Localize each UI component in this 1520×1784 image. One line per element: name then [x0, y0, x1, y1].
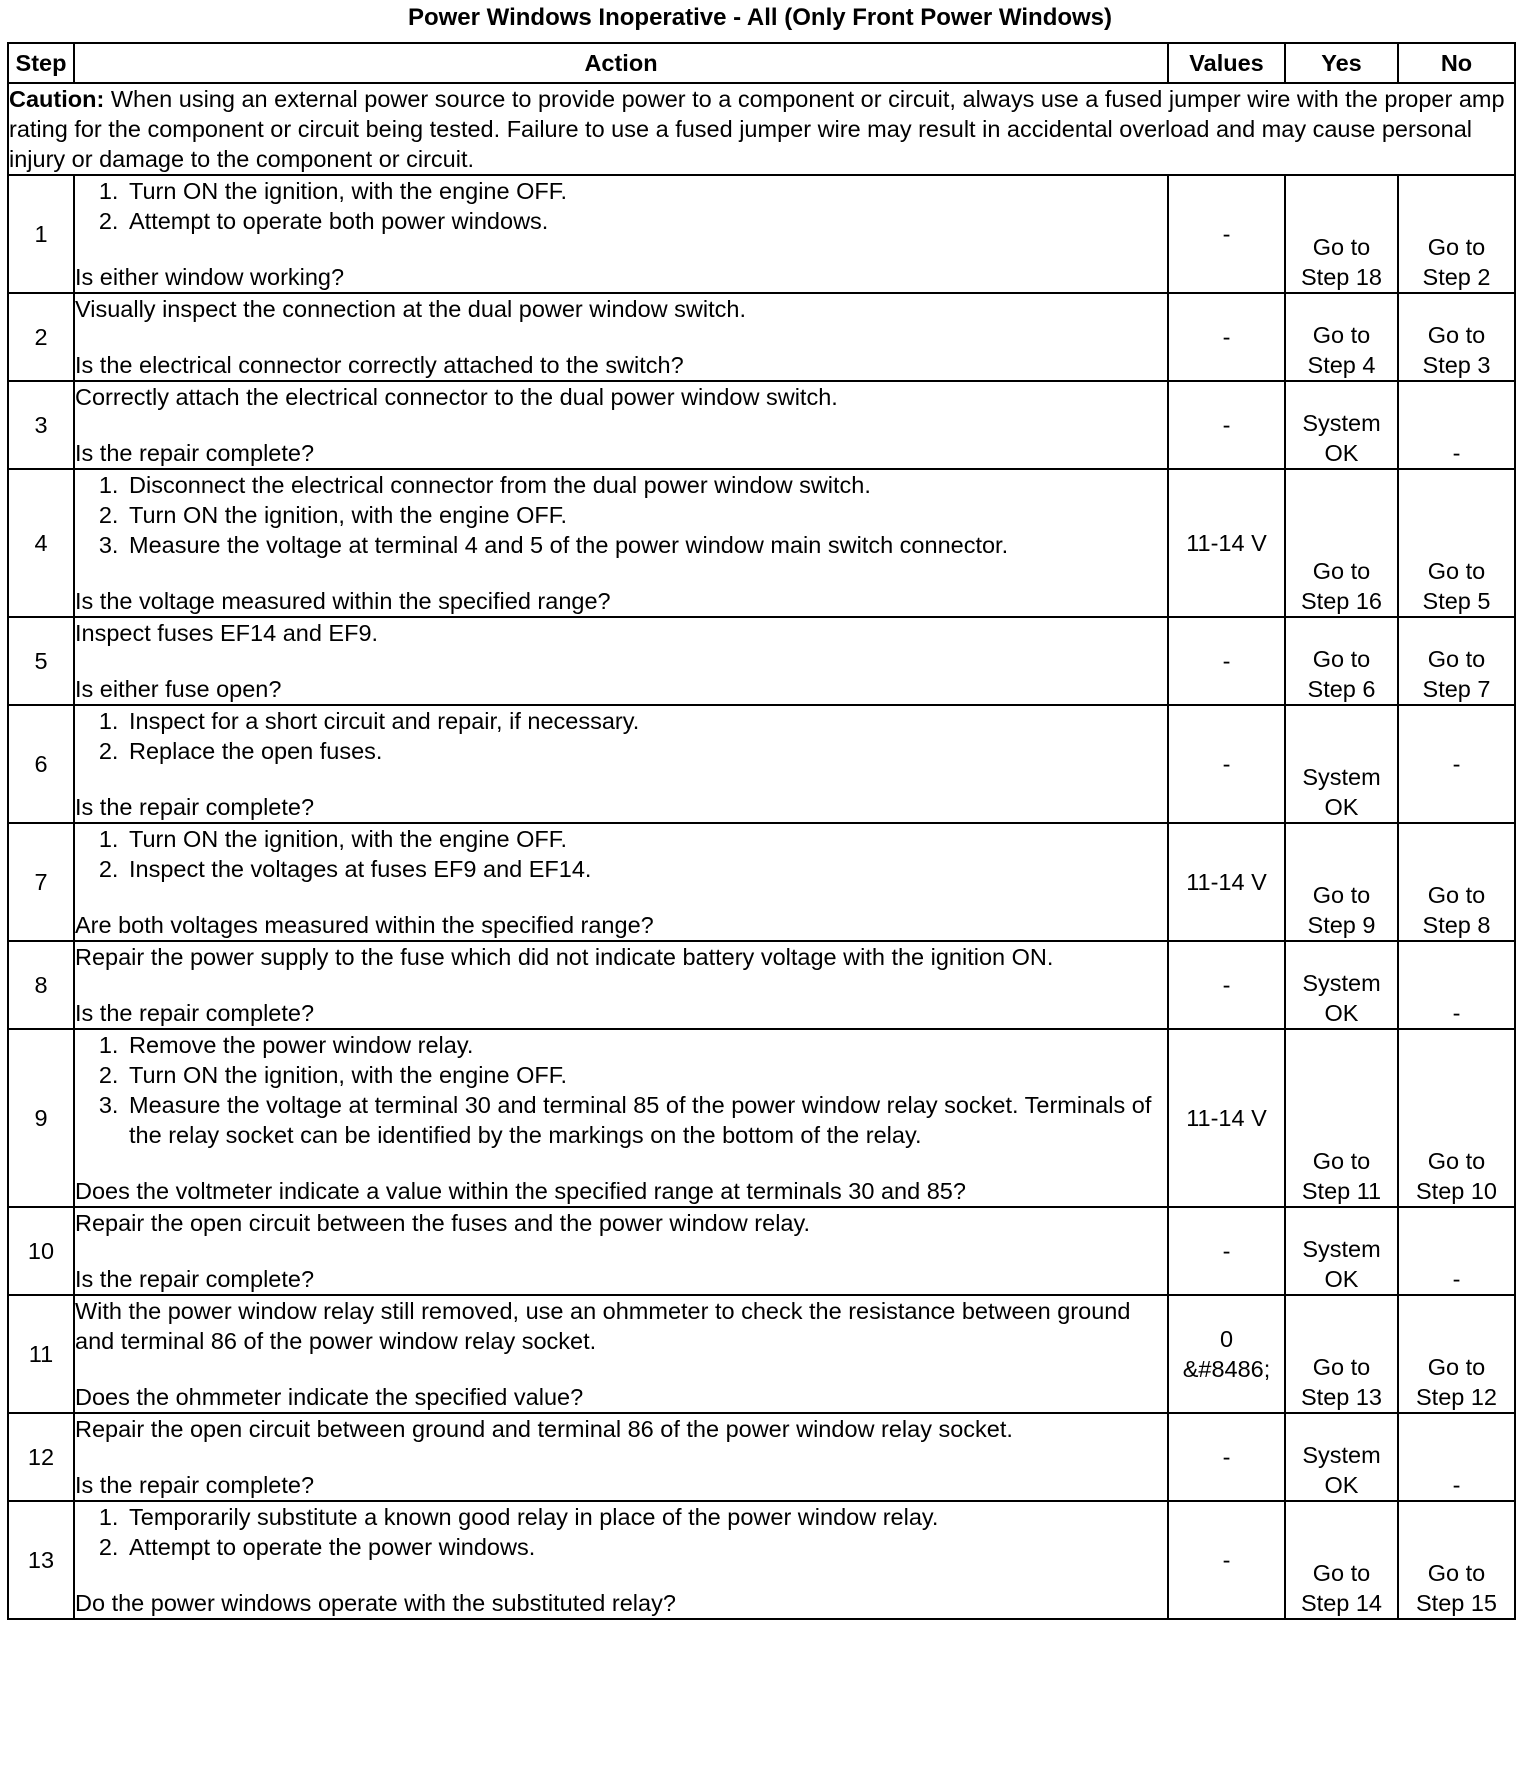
yes-line: Step 6	[1307, 676, 1376, 702]
yes-line: OK	[1324, 440, 1359, 466]
no-cell	[1398, 1029, 1515, 1207]
action-item: 2. Inspect the voltages at fuses EF9 and EF14.	[125, 854, 1167, 884]
action-list	[75, 1030, 1167, 1150]
yes-line: Go to	[1312, 1560, 1371, 1586]
action-cell	[74, 705, 1168, 823]
header-no: No	[1398, 43, 1515, 83]
yes-line: System	[1302, 1236, 1381, 1262]
no-cell	[1398, 705, 1515, 823]
action-question: Is the repair complete?	[75, 1000, 315, 1026]
yes-line: OK	[1324, 1472, 1359, 1498]
no-line: Go to	[1427, 1354, 1486, 1380]
table-row	[8, 617, 1515, 705]
yes-line: OK	[1324, 1266, 1359, 1292]
value-text: -	[1222, 751, 1231, 777]
value-text: -	[1222, 972, 1231, 998]
caution-row	[8, 83, 1515, 175]
yes-cell	[1285, 1413, 1398, 1501]
action-item: 2. Attempt to operate both power windows.	[125, 206, 1167, 236]
no-line: Go to	[1427, 1148, 1486, 1174]
yes-cell	[1285, 1029, 1398, 1207]
action-item: 2. Replace the open fuses.	[125, 736, 1167, 766]
action-item: 3. Measure the voltage at terminal 30 and terminal 85 of the power window relay socket. Terminals of the relay socket can be identified by the markings on the bottom of the relay.	[125, 1090, 1167, 1150]
table-row	[8, 1501, 1515, 1619]
caution-text: When using an external power source to provide power to a component or circuit, always use a fused jumper wire with the proper amp rating for the component or circuit being tested. Failure to use a fused jumper wire may result in accidental overload and may cause personal injury or damage to the component or circuit.	[9, 86, 1505, 172]
action-item: 2. Turn ON the ignition, with the engine OFF.	[125, 500, 1167, 530]
table-row	[8, 293, 1515, 381]
yes-cell	[1285, 381, 1398, 469]
values-cell	[1168, 1295, 1285, 1413]
value-text: 11-14 V	[1186, 869, 1267, 895]
action-cell	[74, 1207, 1168, 1295]
action-item: 1. Remove the power window relay.	[125, 1030, 1167, 1060]
step-number: 4	[8, 469, 74, 617]
action-cell	[74, 293, 1168, 381]
header-row	[8, 43, 1515, 83]
value-text: 11-14 V	[1186, 530, 1267, 556]
yes-line: Go to	[1312, 1148, 1371, 1174]
no-line: Go to	[1427, 234, 1486, 260]
no-line: -	[1452, 1266, 1461, 1292]
yes-line: Step 9	[1307, 912, 1376, 938]
no-cell	[1398, 1295, 1515, 1413]
action-cell	[74, 381, 1168, 469]
step-number: 5	[8, 617, 74, 705]
step-number: 12	[8, 1413, 74, 1501]
step-number: 11	[8, 1295, 74, 1413]
header-step: Step	[8, 43, 74, 83]
value-text: -	[1222, 1444, 1231, 1470]
action-text: Inspect fuses EF14 and EF9.	[75, 620, 379, 646]
no-cell	[1398, 381, 1515, 469]
action-list	[75, 824, 1167, 884]
action-text: Visually inspect the connection at the dual power window switch.	[75, 296, 747, 322]
action-cell	[74, 617, 1168, 705]
table-row	[8, 469, 1515, 617]
action-item: 1. Disconnect the electrical connector from the dual power window switch.	[125, 470, 1167, 500]
action-item: 2. Attempt to operate the power windows.	[125, 1532, 1167, 1562]
no-line: -	[1452, 1472, 1461, 1498]
action-question: Is the repair complete?	[75, 794, 315, 820]
no-cell	[1398, 175, 1515, 293]
action-item: 1. Temporarily substitute a known good relay in place of the power window relay.	[125, 1502, 1167, 1532]
yes-cell	[1285, 175, 1398, 293]
no-line: Go to	[1427, 558, 1486, 584]
value-text: -	[1222, 324, 1231, 350]
no-cell	[1398, 1501, 1515, 1619]
values-cell	[1168, 175, 1285, 293]
yes-line: Step 18	[1300, 264, 1382, 290]
step-number: 6	[8, 705, 74, 823]
yes-cell	[1285, 1207, 1398, 1295]
action-question: Is the voltage measured within the specified range?	[75, 588, 611, 614]
no-cell	[1398, 1207, 1515, 1295]
no-line: -	[1452, 1000, 1461, 1026]
value-text: -	[1222, 221, 1231, 247]
yes-line: Step 13	[1300, 1384, 1382, 1410]
value-text: -	[1222, 648, 1231, 674]
diagnostic-table	[7, 42, 1516, 1620]
yes-line: Step 4	[1307, 352, 1376, 378]
yes-line: System	[1302, 410, 1381, 436]
page-title: Power Windows Inoperative - All (Only Front Power Windows)	[407, 4, 1113, 31]
yes-line: System	[1302, 764, 1381, 790]
value-text: -	[1222, 412, 1231, 438]
yes-line: System	[1302, 1442, 1381, 1468]
table-row	[8, 1029, 1515, 1207]
table-row	[8, 705, 1515, 823]
step-number: 7	[8, 823, 74, 941]
no-line: Go to	[1427, 882, 1486, 908]
values-cell	[1168, 705, 1285, 823]
no-line: Step 3	[1422, 352, 1491, 378]
step-number: 3	[8, 381, 74, 469]
yes-cell	[1285, 1295, 1398, 1413]
values-cell	[1168, 1029, 1285, 1207]
no-line: Step 2	[1422, 264, 1491, 290]
no-cell	[1398, 293, 1515, 381]
yes-cell	[1285, 293, 1398, 381]
values-cell	[1168, 381, 1285, 469]
no-line: Go to	[1427, 322, 1486, 348]
no-cell	[1398, 1413, 1515, 1501]
no-cell	[1398, 469, 1515, 617]
header-yes: Yes	[1285, 43, 1398, 83]
action-cell	[74, 1295, 1168, 1413]
action-text: Repair the open circuit between ground and terminal 86 of the power window relay socket.	[75, 1416, 1013, 1442]
no-cell	[1398, 941, 1515, 1029]
values-cell	[1168, 617, 1285, 705]
yes-cell	[1285, 705, 1398, 823]
yes-line: Step 11	[1301, 1178, 1382, 1204]
action-cell	[74, 1029, 1168, 1207]
action-question: Do the power windows operate with the substituted relay?	[75, 1590, 676, 1616]
table-row	[8, 941, 1515, 1029]
action-item: 1. Turn ON the ignition, with the engine OFF.	[125, 176, 1167, 206]
header-values: Values	[1168, 43, 1285, 83]
action-item: 2. Turn ON the ignition, with the engine OFF.	[125, 1060, 1167, 1090]
no-line: Step 10	[1415, 1178, 1497, 1204]
table-row	[8, 1295, 1515, 1413]
action-text: Repair the open circuit between the fuses and the power window relay.	[75, 1210, 811, 1236]
action-question: Is the repair complete?	[75, 440, 315, 466]
step-number: 8	[8, 941, 74, 1029]
yes-line: Go to	[1312, 646, 1371, 672]
yes-cell	[1285, 823, 1398, 941]
yes-line: Go to	[1312, 234, 1371, 260]
yes-cell	[1285, 469, 1398, 617]
yes-line: Go to	[1312, 882, 1371, 908]
action-cell	[74, 469, 1168, 617]
caution-cell	[8, 83, 1515, 175]
values-cell	[1168, 941, 1285, 1029]
values-cell	[1168, 1501, 1285, 1619]
caution-label: Caution:	[9, 86, 105, 112]
header-action: Action	[74, 43, 1168, 83]
values-cell	[1168, 1207, 1285, 1295]
action-question: Does the voltmeter indicate a value within the specified range at terminals 30 and 85?	[75, 1178, 966, 1204]
no-line: Step 8	[1422, 912, 1491, 938]
action-list	[75, 470, 1167, 560]
action-question: Is the repair complete?	[75, 1472, 315, 1498]
action-list	[75, 706, 1167, 766]
table-row	[8, 381, 1515, 469]
step-number: 13	[8, 1501, 74, 1619]
action-question: Is either window working?	[75, 264, 345, 290]
no-line: Go to	[1427, 1560, 1486, 1586]
values-cell	[1168, 293, 1285, 381]
yes-cell	[1285, 1501, 1398, 1619]
no-line: Step 12	[1415, 1384, 1497, 1410]
yes-line: OK	[1324, 1000, 1359, 1026]
yes-line: Go to	[1312, 322, 1371, 348]
table-row	[8, 175, 1515, 293]
value-text: -	[1222, 1238, 1231, 1264]
no-cell	[1398, 823, 1515, 941]
table-row	[8, 1207, 1515, 1295]
step-number: 1	[8, 175, 74, 293]
action-text: Correctly attach the electrical connector to the dual power window switch.	[75, 384, 838, 410]
no-line: -	[1452, 751, 1461, 777]
action-item: 1. Inspect for a short circuit and repair, if necessary.	[125, 706, 1167, 736]
action-text: With the power window relay still removed, use an ohmmeter to check the resistance between ground and terminal 86 of the power window relay socket.	[75, 1298, 1131, 1354]
action-item: 1. Turn ON the ignition, with the engine OFF.	[125, 824, 1167, 854]
action-question: Is the repair complete?	[75, 1266, 315, 1292]
yes-cell	[1285, 617, 1398, 705]
action-cell	[74, 941, 1168, 1029]
value-text: 11-14 V	[1186, 1105, 1267, 1131]
no-line: Go to	[1427, 646, 1486, 672]
action-question: Are both voltages measured within the specified range?	[75, 912, 654, 938]
values-cell	[1168, 469, 1285, 617]
action-cell	[74, 1413, 1168, 1501]
values-cell	[1168, 1413, 1285, 1501]
action-question: Is the electrical connector correctly attached to the switch?	[75, 352, 684, 378]
table-row	[8, 1413, 1515, 1501]
action-cell	[74, 1501, 1168, 1619]
yes-line: OK	[1324, 794, 1359, 820]
yes-line: System	[1302, 970, 1381, 996]
yes-cell	[1285, 941, 1398, 1029]
action-question: Does the ohmmeter indicate the specified value?	[75, 1384, 584, 1410]
yes-line: Step 14	[1300, 1590, 1382, 1616]
no-line: Step 5	[1422, 588, 1491, 614]
no-cell	[1398, 617, 1515, 705]
action-list	[75, 176, 1167, 236]
yes-line: Go to	[1312, 1354, 1371, 1380]
action-cell	[74, 175, 1168, 293]
no-line: Step 7	[1422, 676, 1491, 702]
action-list	[75, 1502, 1167, 1562]
step-number: 9	[8, 1029, 74, 1207]
value-text: 0 &#8486;	[1182, 1326, 1271, 1382]
table-row	[8, 823, 1515, 941]
yes-line: Step 16	[1300, 588, 1382, 614]
yes-line: Go to	[1312, 558, 1371, 584]
action-question: Is either fuse open?	[75, 676, 282, 702]
step-number: 2	[8, 293, 74, 381]
action-cell	[74, 823, 1168, 941]
action-text: Repair the power supply to the fuse which did not indicate battery voltage with the ignition ON.	[75, 944, 1054, 970]
value-text: -	[1222, 1547, 1231, 1573]
no-line: Step 15	[1415, 1590, 1497, 1616]
step-number: 10	[8, 1207, 74, 1295]
values-cell	[1168, 823, 1285, 941]
no-line: -	[1452, 440, 1461, 466]
action-item: 3. Measure the voltage at terminal 4 and 5 of the power window main switch connector.	[125, 530, 1167, 560]
